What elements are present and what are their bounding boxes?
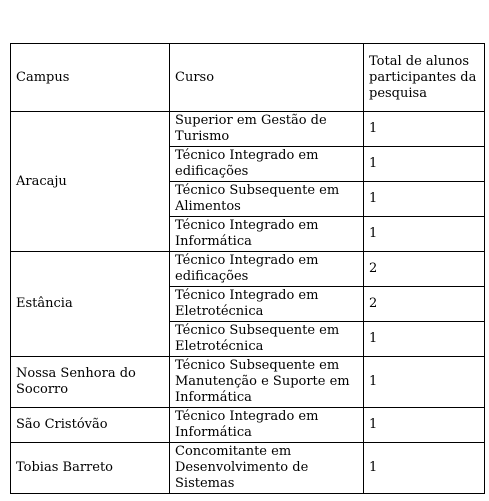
table-header-row	[11, 44, 485, 112]
total-cell: 2	[364, 252, 485, 287]
total-cell: 1	[364, 217, 485, 252]
curso-cell: Técnico Integrado em Informática	[170, 217, 364, 252]
curso-cell: Concomitante em Desenvolvimento de Sistemas	[170, 443, 364, 494]
total-cell: 1	[364, 443, 485, 494]
campus-cell: Tobias Barreto	[11, 443, 170, 494]
total-cell: 1	[364, 147, 485, 182]
table-row	[11, 408, 485, 443]
campus-cell: Aracaju	[11, 112, 170, 252]
survey-participants-table	[10, 43, 485, 494]
curso-cell: Técnico Subsequente em Manutenção e Suporte em Informática	[170, 357, 364, 408]
campus-cell: Nossa Senhora do Socorro	[11, 357, 170, 408]
curso-cell: Técnico Integrado em Informática	[170, 408, 364, 443]
table-row	[11, 112, 485, 147]
table-row	[11, 443, 485, 494]
curso-cell: Técnico Integrado em edificações	[170, 147, 364, 182]
total-cell: 2	[364, 287, 485, 322]
total-cell: 1	[364, 112, 485, 147]
curso-cell: Técnico Integrado em Eletrotécnica	[170, 287, 364, 322]
header-curso: Curso	[170, 44, 364, 112]
total-cell: 1	[364, 357, 485, 408]
curso-cell: Técnico Integrado em edificações	[170, 252, 364, 287]
curso-cell: Superior em Gestão de Turismo	[170, 112, 364, 147]
campus-cell: Estância	[11, 252, 170, 357]
total-cell: 1	[364, 322, 485, 357]
total-cell: 1	[364, 408, 485, 443]
total-cell: 1	[364, 182, 485, 217]
table-row	[11, 357, 485, 408]
curso-cell: Técnico Subsequente em Eletrotécnica	[170, 322, 364, 357]
table-row	[11, 252, 485, 287]
campus-cell: São Cristóvão	[11, 408, 170, 443]
header-campus: Campus	[11, 44, 170, 112]
curso-cell: Técnico Subsequente em Alimentos	[170, 182, 364, 217]
header-total: Total de alunos participantes da pesquisa	[364, 44, 485, 112]
